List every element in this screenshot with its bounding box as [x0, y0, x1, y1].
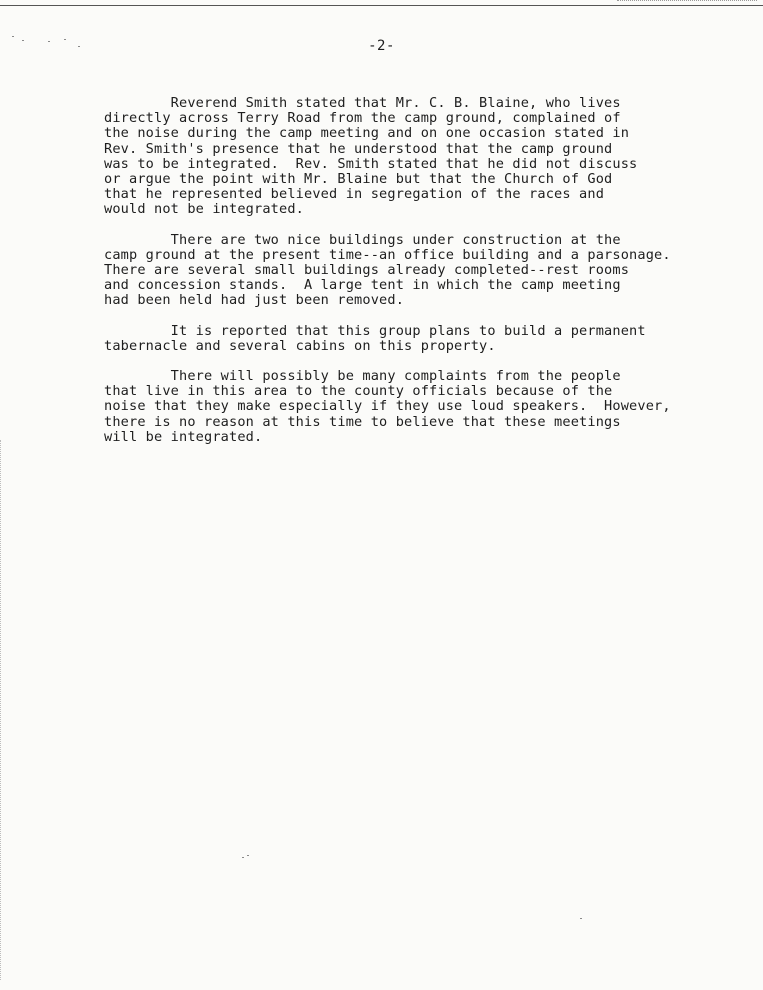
scan-speck — [48, 41, 50, 42]
scan-speck — [12, 36, 14, 37]
paragraph-tabernacle-plans — [104, 324, 724, 354]
text-line: Reverend Smith stated that Mr. C. B. Blaine, who lives — [104, 95, 621, 111]
scan-speck — [64, 39, 66, 40]
scan-speck — [242, 857, 244, 858]
text-line: there is no reason at this time to believe that these meetings — [104, 413, 621, 430]
text-line: directly across Terry Road from the camp ground, complained of — [104, 110, 621, 127]
text-line: will be integrated. — [104, 428, 263, 445]
text-line: It is reported that this group plans to build a permanent — [104, 322, 646, 339]
text-line: was to be integrated. Rev. Smith stated that he did not discuss — [104, 155, 638, 172]
text-line: There are several small buildings already completed--rest rooms — [104, 262, 630, 279]
text-line: that live in this area to the county officials because of the — [104, 383, 613, 400]
left-edge-dotted-mark — [0, 440, 2, 980]
paragraph-complaints — [104, 369, 724, 445]
scan-speck — [78, 46, 80, 47]
page-number: -2- — [368, 38, 395, 54]
text-line: the noise during the camp meeting and on one occasion stated in — [104, 125, 630, 142]
text-line: There will possibly be many complaints from the people — [104, 368, 621, 385]
text-line: that he represented believed in segregation of the races and — [104, 186, 605, 203]
paragraph-blaine-complaint — [104, 96, 724, 218]
text-line: noise that they make especially if they use loud speakers. However, — [104, 398, 671, 415]
text-line: There are two nice buildings under construction at the — [104, 231, 621, 248]
paragraph-buildings — [104, 233, 724, 309]
text-line: would not be integrated. — [104, 201, 305, 218]
top-edge-rule — [0, 5, 763, 6]
top-edge-dotted-mark — [617, 0, 757, 4]
text-line: camp ground at the present time--an office building and a parsonage. — [104, 246, 671, 263]
text-line: Rev. Smith's presence that he understood that the camp ground — [104, 140, 613, 157]
scan-speck — [580, 918, 582, 919]
scan-speck — [247, 855, 249, 856]
scan-speck — [22, 40, 24, 41]
text-line: had been held had just been removed. — [104, 292, 405, 309]
text-line: tabernacle and several cabins on this property. — [104, 337, 496, 354]
text-line: or argue the point with Mr. Blaine but that the Church of God — [104, 171, 613, 188]
memo-body — [104, 96, 724, 460]
text-line: and concession stands. A large tent in which the camp meeting — [104, 277, 621, 294]
